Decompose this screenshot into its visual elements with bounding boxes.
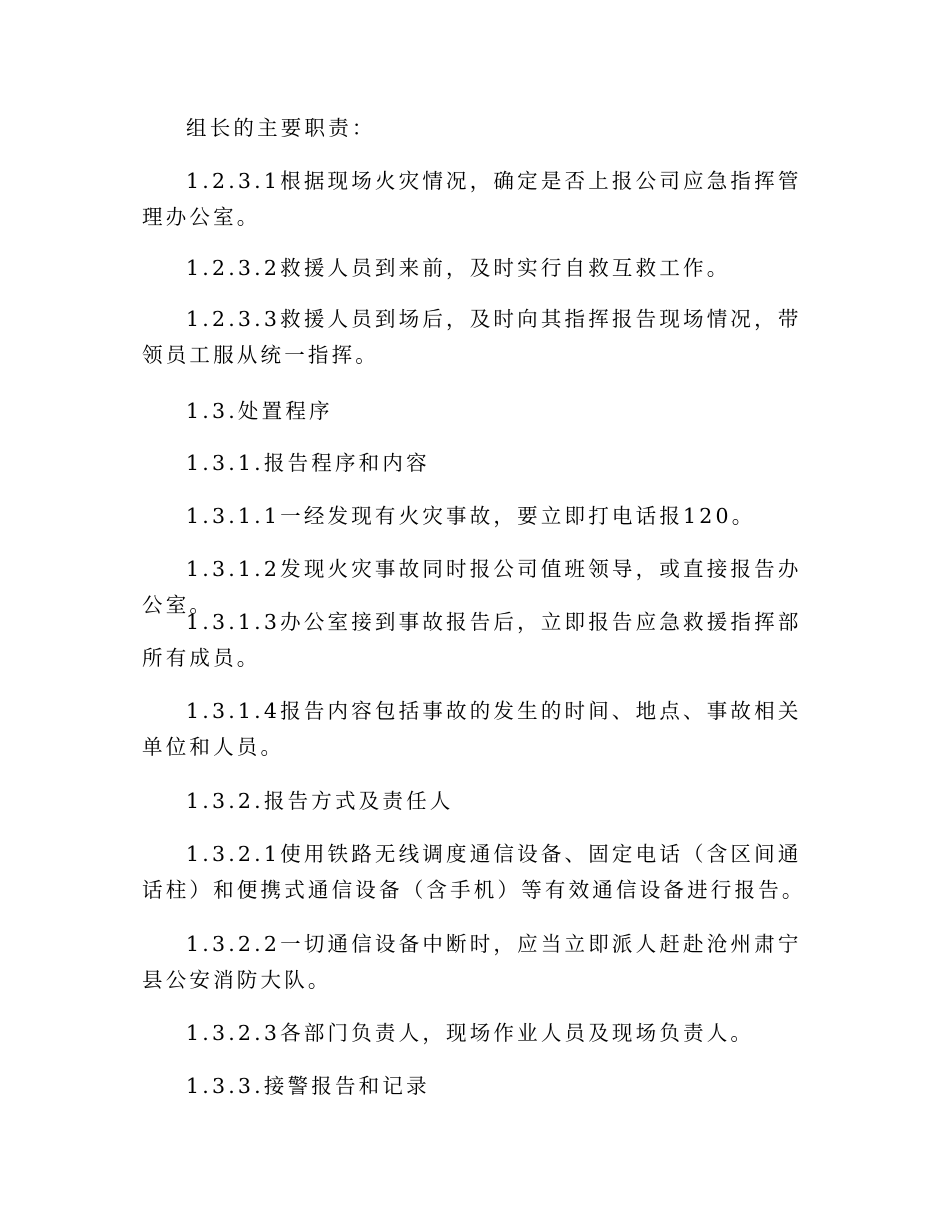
paragraph-1-2-3-2: 1.2.3.2救援人员到来前，及时实行自救互救工作。 xyxy=(186,256,731,280)
paragraph-1-3-1-3: 1.3.1.3办公室接到事故报告后，立即报告应急救援指挥部所有成员。 xyxy=(142,610,802,670)
paragraph-1-2-3-1: 1.2.3.1根据现场火灾情况，确定是否上报公司应急指挥管理办公室。 xyxy=(142,169,802,229)
section-heading-1-3-2: 1.3.2.报告方式及责任人 xyxy=(186,789,454,813)
paragraph-1-3-2-3: 1.3.2.3各部门负责人，现场作业人员及现场负责人。 xyxy=(186,1021,755,1045)
paragraph-1-3-1-4: 1.3.1.4报告内容包括事故的发生的时间、地点、事故相关单位和人员。 xyxy=(142,699,802,759)
paragraph-1-3-1-1: 1.3.1.1一经发现有火灾事故，要立即打电话报120。 xyxy=(186,504,756,528)
paragraph-1-3-2-2: 1.3.2.2一切通信设备中断时，应当立即派人赶赴沧州肃宁县公安消防大队。 xyxy=(142,932,802,992)
paragraph-1-2-3-3: 1.2.3.3救援人员到场后，及时向其指挥报告现场情况，带领员工服从统一指挥。 xyxy=(142,307,802,367)
paragraph-1-3-1-2: 1.3.1.2发现火灾事故同时报公司值班领导，或直接报告办公室。 xyxy=(142,557,802,617)
paragraph-leader-duties-heading: 组长的主要职责： xyxy=(186,116,376,140)
paragraph-1-3-2-1: 1.3.2.1使用铁路无线调度通信设备、固定电话（含区间通话柱）和便携式通信设备（含手机）等有效通信设备进行报告。 xyxy=(142,842,806,902)
section-heading-1-3: 1.3.处置程序 xyxy=(186,399,333,423)
section-heading-1-3-1: 1.3.1.报告程序和内容 xyxy=(186,451,430,475)
section-heading-1-3-3: 1.3.3.接警报告和记录 xyxy=(186,1074,430,1098)
